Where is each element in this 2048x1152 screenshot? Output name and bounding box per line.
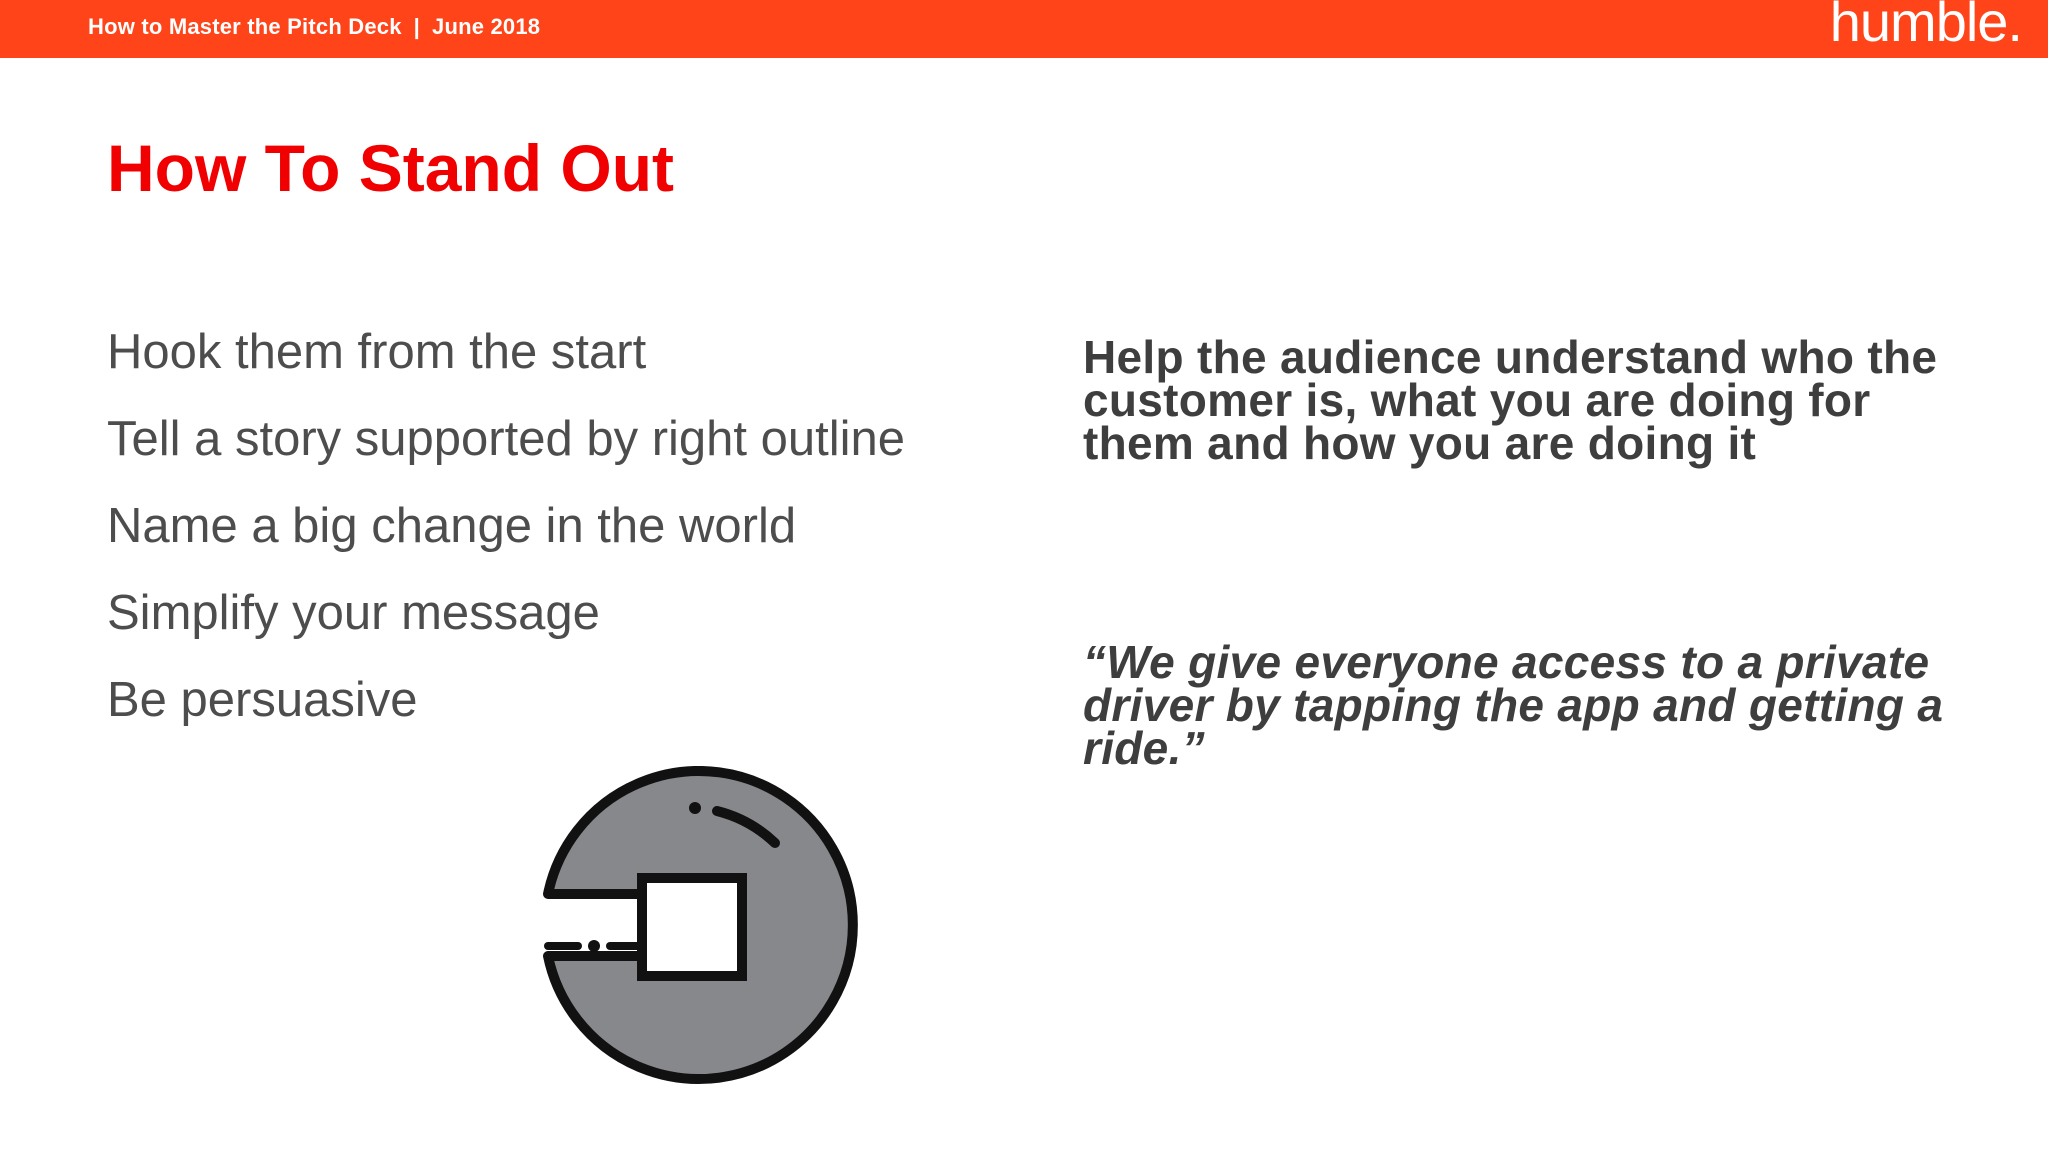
uber-logo-icon — [530, 766, 860, 1096]
humble-logo: humble. — [1829, 0, 2022, 53]
deck-date: June 2018 — [432, 14, 541, 39]
audience-statement: Help the audience understand who the customer is, what you are doing for them and how you are doing it — [1083, 331, 1938, 469]
bullet-item: Simplify your message — [107, 586, 600, 640]
bullet-item: Be persuasive — [107, 673, 418, 727]
bullet-item: Hook them from the start — [107, 325, 647, 379]
bullet-item: Tell a story supported by right outline — [107, 412, 906, 466]
deck-title: How to Master the Pitch Deck — [88, 14, 402, 39]
header-caption — [88, 14, 540, 40]
header-bar — [0, 0, 2048, 58]
bullet-list — [107, 322, 905, 757]
header-separator: | — [413, 14, 421, 39]
mission-quote: “We give everyone access to a private driver by tapping the app and getting a ride.” — [1083, 636, 1944, 774]
bullet-item: Name a big change in the world — [107, 499, 797, 553]
slide-title: How To Stand Out — [107, 131, 675, 205]
